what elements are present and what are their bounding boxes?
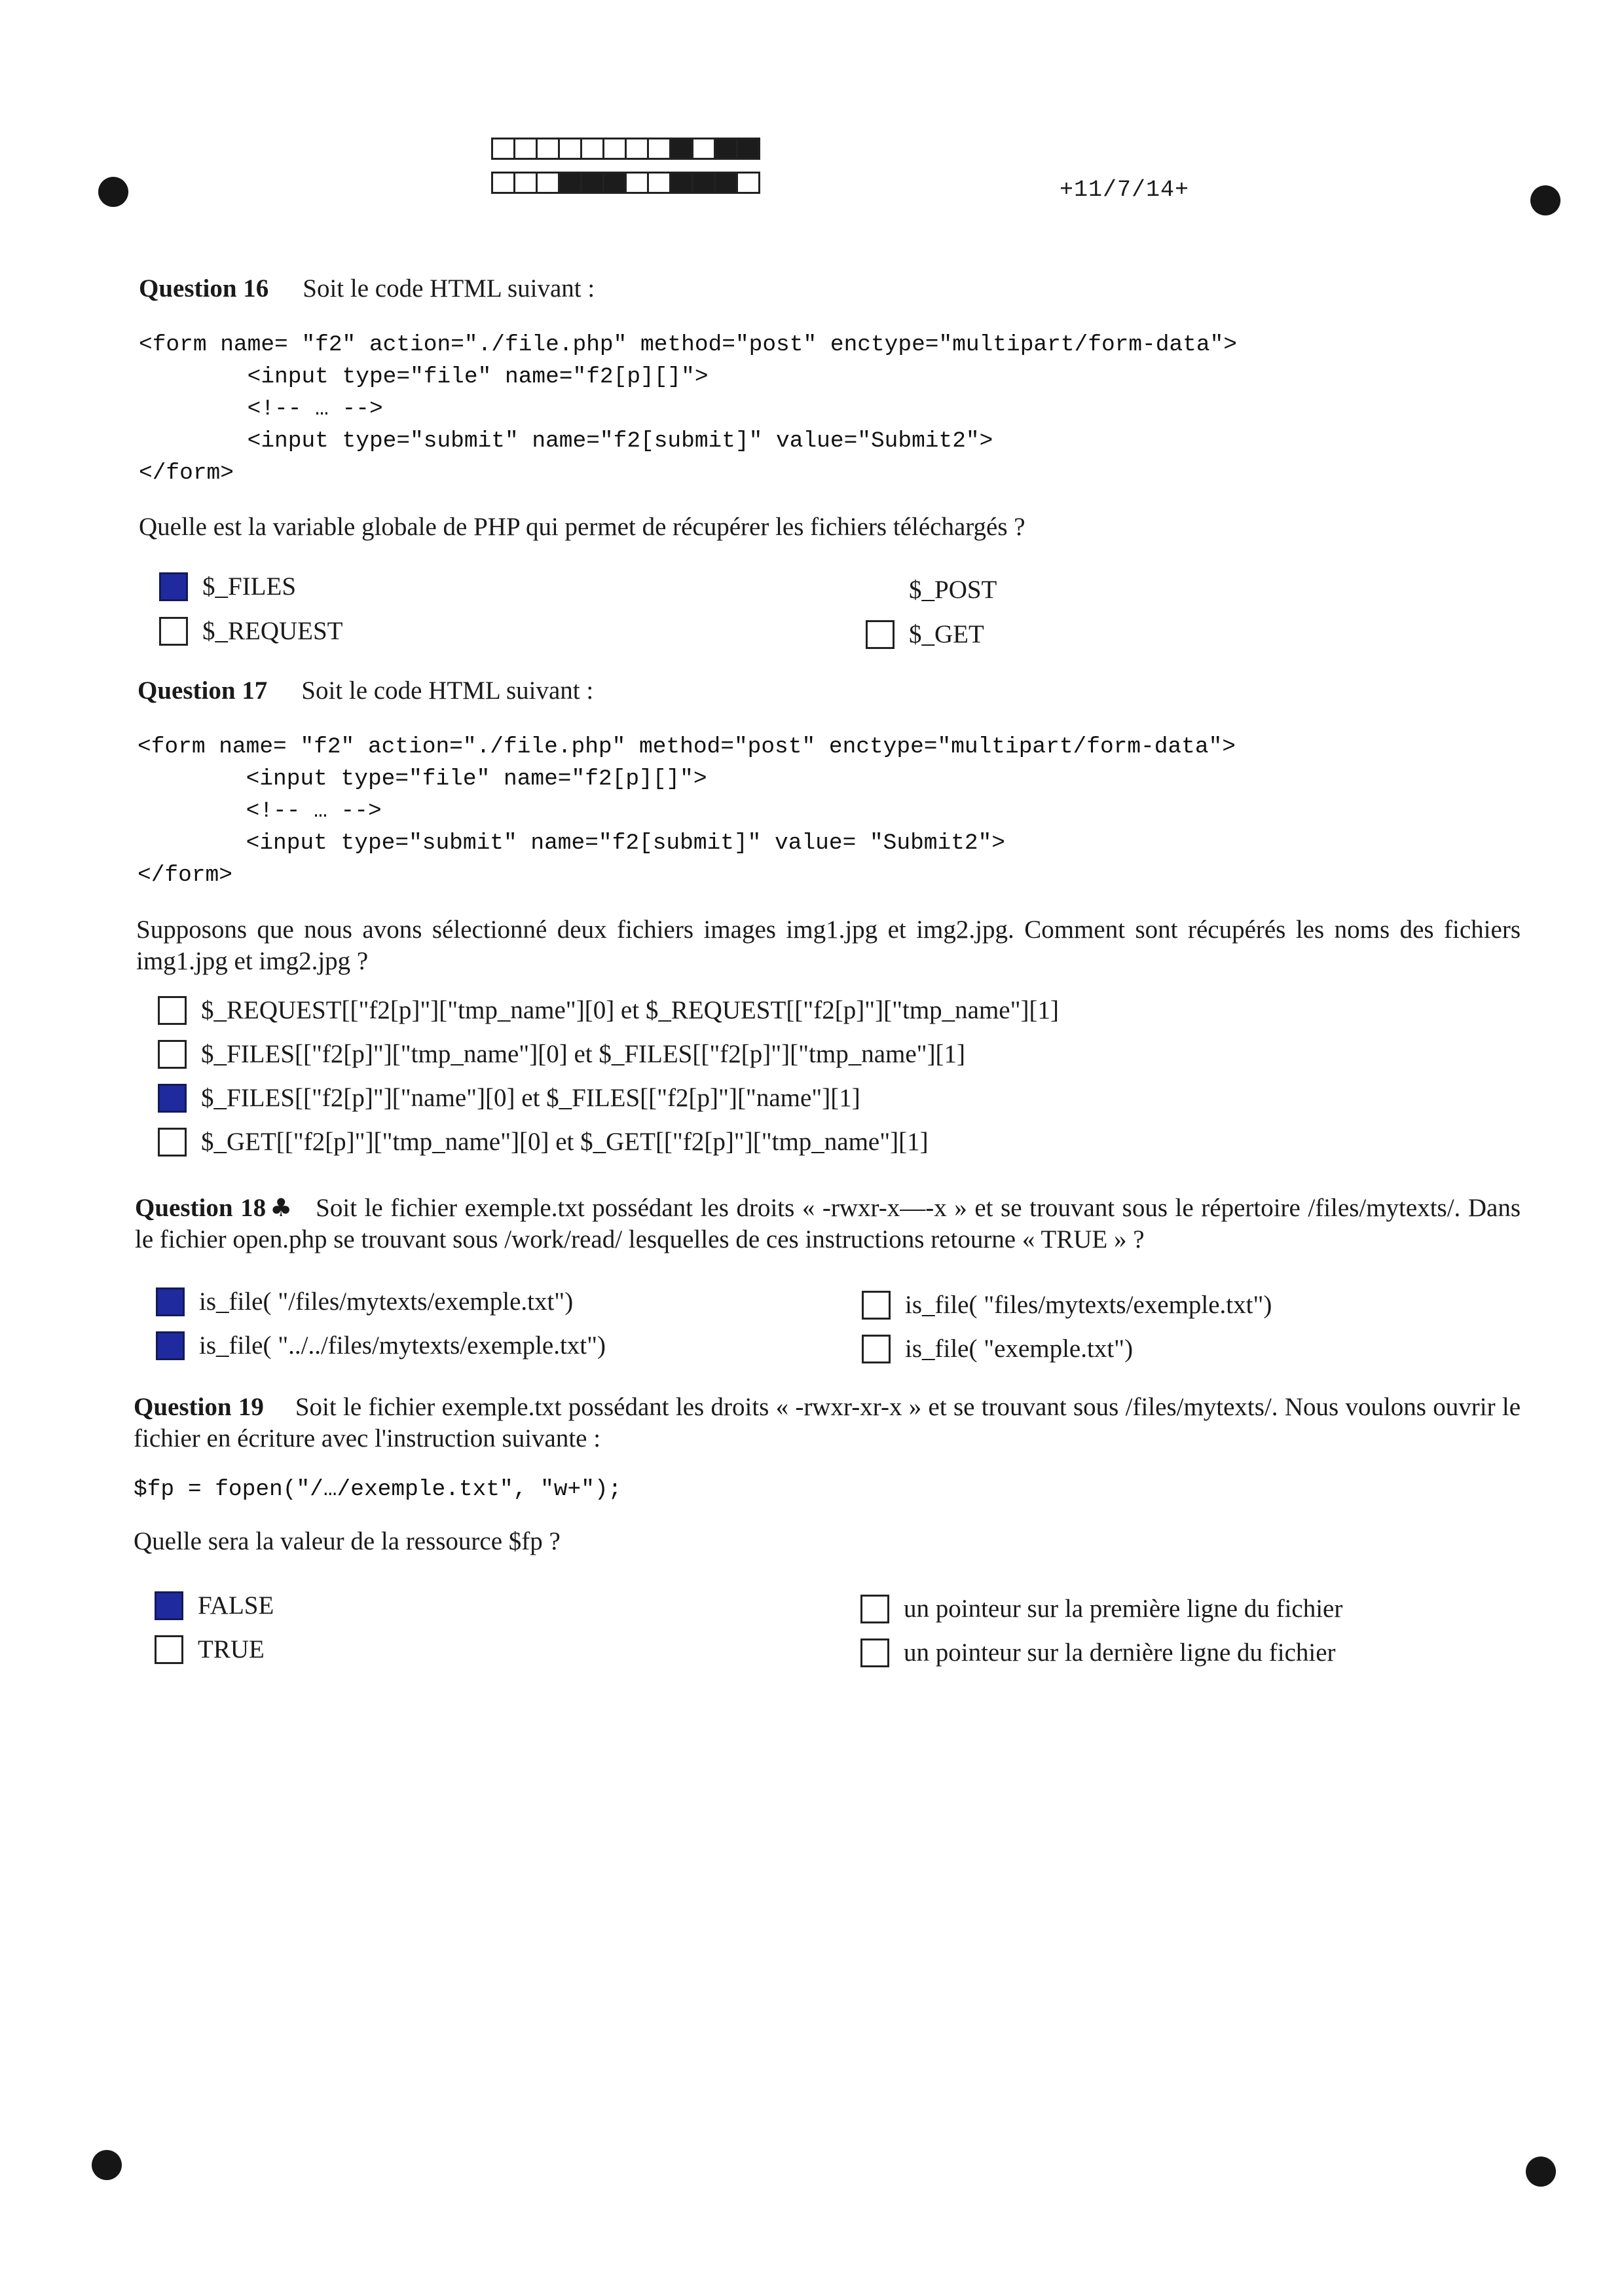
q18-checkbox-relative-up[interactable] [156, 1331, 185, 1360]
q19-checkbox-first-line[interactable] [860, 1595, 889, 1623]
id-code-cell [580, 172, 604, 194]
id-code-cell [736, 172, 760, 194]
registration-mark-bottom-left [92, 2150, 122, 2180]
q17-checkbox-files-tmp[interactable] [158, 1040, 187, 1069]
q19-checkbox-last-line[interactable] [860, 1639, 889, 1667]
q16-option-post[interactable] [866, 575, 997, 604]
id-code-row-1 [491, 138, 758, 160]
q18-option-absolute[interactable] [156, 1287, 573, 1316]
q18-option-relative[interactable] [862, 1290, 1272, 1320]
q16-checkbox-post[interactable] [866, 576, 895, 604]
id-code-cell [602, 138, 627, 160]
q18-option-filename[interactable] [862, 1334, 1133, 1363]
q17-checkbox-get[interactable] [158, 1128, 187, 1157]
q16-checkbox-files[interactable] [159, 572, 188, 601]
id-code-cell [625, 172, 649, 194]
q19-text [134, 1392, 1521, 1454]
q18-checkbox-relative[interactable] [862, 1291, 891, 1320]
q16-option-files[interactable] [159, 572, 296, 601]
q19-option-false[interactable] [155, 1591, 274, 1620]
q19-number: Question 19 [134, 1393, 264, 1421]
q18-option-label: is_file( "files/mytexts/exemple.txt") [905, 1291, 1272, 1319]
q16-question: Quelle est la variable globale de PHP qui permet de récupérer les fichiers téléchargés ? [139, 513, 1025, 541]
id-code-cell [580, 138, 604, 160]
q16-option-label: $_GET [909, 620, 984, 648]
q16-option-label: $_REQUEST [202, 617, 343, 645]
q17-question: Supposons que nous avons sélectionné deux fichiers images img1.jpg et img2.jpg. Comment sont récupérés les noms des fichiers img1.jpg et img2.jpg ? [136, 916, 1521, 975]
q16-checkbox-get[interactable] [866, 620, 895, 649]
q19-question-2: Quelle sera la valeur de la ressource $fp ? [134, 1527, 561, 1555]
q16-code: <form name= "f2" action="./file.php" method="post" enctype="multipart/form-data"> <input type="file" name="f2[p][]"> <!-- … --> <input type="submit" name="f2[submit]" value="Submit2"> </form> [139, 332, 1237, 486]
q17-heading [138, 676, 593, 705]
q18-text [135, 1192, 1521, 1255]
id-code-cell [669, 138, 693, 160]
registration-mark-top-right [1530, 185, 1560, 215]
q19-option-first-line[interactable] [860, 1594, 1342, 1623]
q17-intro: Soit le code HTML suivant : [301, 676, 594, 705]
registration-mark-bottom-right [1526, 2157, 1556, 2187]
id-code-cell [647, 138, 671, 160]
id-code-cell [491, 172, 515, 194]
q19-code: $fp = fopen("/…/exemple.txt", "w+"); [134, 1477, 622, 1502]
q18-option-label: is_file( "exemple.txt") [905, 1335, 1134, 1363]
q19-option-label: TRUE [198, 1635, 265, 1663]
q18-option-label: is_file( "../../files/mytexts/exemple.txt") [199, 1331, 606, 1360]
id-code-cell [513, 172, 538, 194]
q19-option-label: FALSE [198, 1591, 274, 1620]
q19-option-label: un pointeur sur la dernière ligne du fichier [904, 1639, 1336, 1667]
id-code-cell [558, 172, 582, 194]
q17-option-label: $_GET[["f2[p]"]["tmp_name"][0] et $_GET[["f2[p]"]["tmp_name"][1] [201, 1128, 929, 1156]
id-code-cell [602, 172, 627, 194]
q17-checkbox-files-name[interactable] [158, 1084, 187, 1113]
id-code-cell [625, 138, 649, 160]
q17-code: <form name= "f2" action="./file.php" method="post" enctype="multipart/form-data"> <input type="file" name="f2[p][]"> <!-- … --> <input type="submit" name="f2[submit]" value= "Submit2"> </form> [138, 734, 1236, 888]
q16-option-get[interactable] [866, 620, 984, 649]
q19-checkbox-true[interactable] [155, 1635, 183, 1664]
q18-number: Question 18 [135, 1194, 267, 1222]
q18-multiple-answer-symbol: ♣ [270, 1193, 293, 1222]
id-code-cell [536, 172, 560, 194]
q16-option-label: $_FILES [202, 572, 297, 601]
id-code-cell [714, 172, 738, 194]
q18-checkbox-absolute[interactable] [156, 1287, 185, 1316]
id-code-cell [647, 172, 671, 194]
id-code-cell [536, 138, 560, 160]
id-code-cell [558, 138, 582, 160]
q19-option-label: un pointeur sur la première ligne du fichier [904, 1595, 1343, 1623]
id-code-cell [669, 172, 693, 194]
q17-checkbox-request[interactable] [158, 996, 187, 1025]
q18-option-label: is_file( "/files/mytexts/exemple.txt") [199, 1287, 574, 1316]
id-code-cell [692, 172, 716, 194]
q17-option-label: $_FILES[["f2[p]"]["tmp_name"][0] et $_FILES[["f2[p]"]["tmp_name"][1] [201, 1040, 966, 1068]
q16-option-label: $_POST [909, 576, 997, 604]
q19-option-true[interactable] [155, 1635, 265, 1664]
q17-option-files-name[interactable] [158, 1083, 860, 1113]
q16-intro: Soit le code HTML suivant : [303, 274, 595, 303]
q16-checkbox-request[interactable] [159, 617, 188, 646]
q19-question: Soit le fichier exemple.txt possédant les droits « -rwxr-xr-x » et se trouvant sous /files/mytexts/. Nous voulons ouvrir le fichier en écriture avec l'instruction suivante : [134, 1393, 1521, 1453]
id-code-row-2 [491, 172, 758, 194]
q19-option-last-line[interactable] [860, 1638, 1336, 1667]
id-code-cell [513, 138, 538, 160]
q17-option-files-tmp[interactable] [158, 1039, 965, 1069]
q17-option-request[interactable] [158, 995, 1059, 1025]
registration-mark-top-left [98, 177, 128, 207]
q17-number: Question 17 [138, 676, 268, 705]
id-code-cell [692, 138, 716, 160]
id-code-cell [714, 138, 738, 160]
id-code-cell [491, 138, 515, 160]
q16-heading [139, 274, 595, 303]
q17-option-label: $_FILES[["f2[p]"]["name"][0] et $_FILES[["f2[p]"]["name"][1] [201, 1084, 860, 1112]
q19-checkbox-false[interactable] [155, 1591, 183, 1620]
id-code-cell [736, 138, 760, 160]
page-id: +11/7/14+ [1060, 177, 1190, 203]
q18-question: Soit le fichier exemple.txt possédant les droits « -rwxr-x—-x » et se trouvant sous le répertoire /files/mytexts/. Dans le fichier open.php se trouvant sous /work/read/ lesquelles de ces instructions retourne « TRUE » ? [135, 1194, 1521, 1253]
q17-option-label: $_REQUEST[["f2[p]"]["tmp_name"][0] et $_REQUEST[["f2[p]"]["tmp_name"][1] [201, 996, 1060, 1024]
q16-option-request[interactable] [159, 616, 343, 646]
q18-checkbox-filename[interactable] [862, 1335, 891, 1363]
q16-number: Question 16 [139, 274, 269, 303]
q17-option-get[interactable] [158, 1127, 929, 1157]
q18-option-relative-up[interactable] [156, 1331, 606, 1360]
